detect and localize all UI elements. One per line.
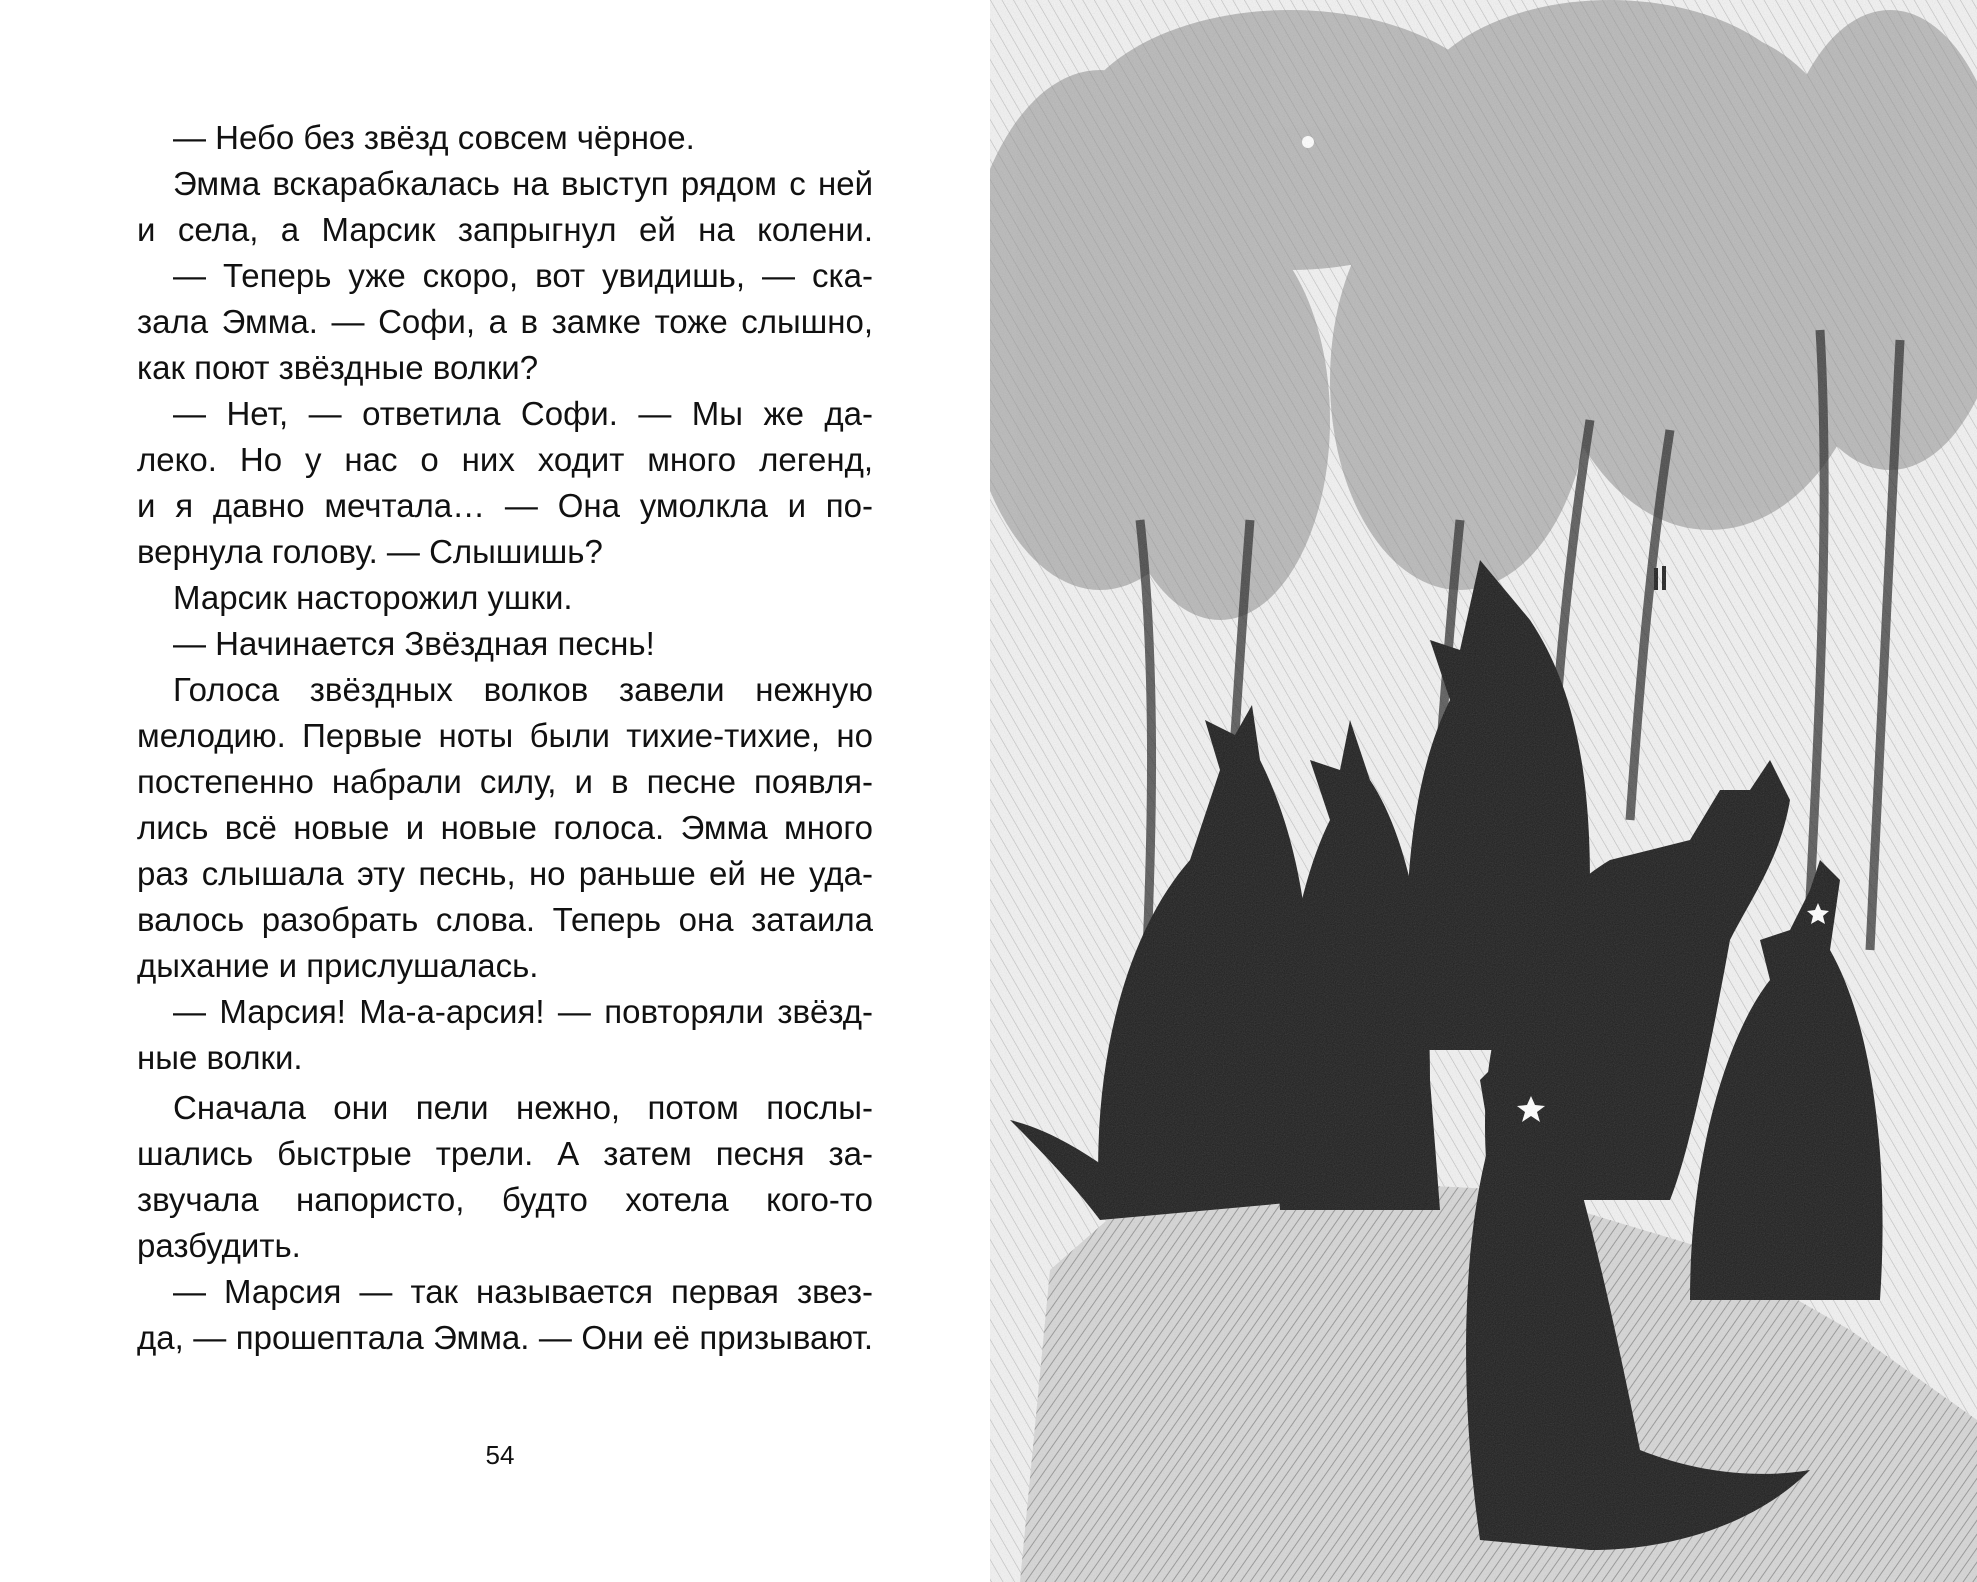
text-line: шались быстрые трели. А затем песня за-: [137, 1135, 873, 1172]
text-line: — Нет, — ответила Софи. — Мы же да-: [173, 395, 873, 432]
text-line: и я давно мечтала… — Она умолкла и по-: [137, 487, 873, 524]
text-line: раз слышала эту песнь, но раньше ей не уда-: [137, 855, 873, 892]
text-line: леко. Но у нас о них ходит много легенд,: [137, 441, 873, 478]
text-line: — Теперь уже скоро, вот увидишь, — ска-: [173, 257, 873, 294]
text-line: звучала напористо, будто хотела кого-то: [137, 1181, 873, 1218]
text-line: мелодию. Первые ноты были тихие-тихие, но: [137, 717, 873, 754]
text-line: — Марсия! Ма-а-арсия! — повторяли звёзд-: [173, 993, 873, 1030]
text-line: — Небо без звёзд совсем чёрное.: [173, 119, 695, 156]
text-line: — Марсия — так называется первая звез-: [173, 1273, 873, 1310]
text-line: Голоса звёздных волков завели нежную: [173, 671, 873, 708]
text-line: ные волки.: [137, 1039, 303, 1076]
illustration-page: [990, 0, 1977, 1582]
text-line: вернула голову. — Слышишь?: [137, 533, 603, 570]
text-line: разбудить.: [137, 1227, 301, 1264]
text-line: — Начинается Звёздная песнь!: [173, 625, 655, 662]
page-number: 54: [485, 1440, 515, 1470]
text-line: лись всё новые и новые голоса. Эмма много: [137, 809, 873, 846]
text-line: постепенно набрали силу, и в песне появля-: [137, 763, 873, 800]
text-line: Сначала они пели нежно, потом послы-: [173, 1089, 873, 1126]
text-line: да, — прошептала Эмма. — Они её призывают.: [137, 1319, 873, 1356]
text-line: валось разобрать слова. Теперь она затаила: [137, 901, 873, 938]
text-line: дыхание и прислушалась.: [137, 947, 539, 984]
text-line: Эмма вскарабкалась на выступ рядом с ней: [173, 165, 873, 202]
text-line: Марсик насторожил ушки.: [173, 579, 573, 616]
wolves-illustration: [990, 0, 1977, 1582]
text-line: как поют звёздные волки?: [137, 349, 539, 386]
text-line: и села, а Марсик запрыгнул ей на колени.: [137, 211, 873, 248]
text-line: зала Эмма. — Софи, а в замке тоже слышно,: [137, 303, 873, 340]
